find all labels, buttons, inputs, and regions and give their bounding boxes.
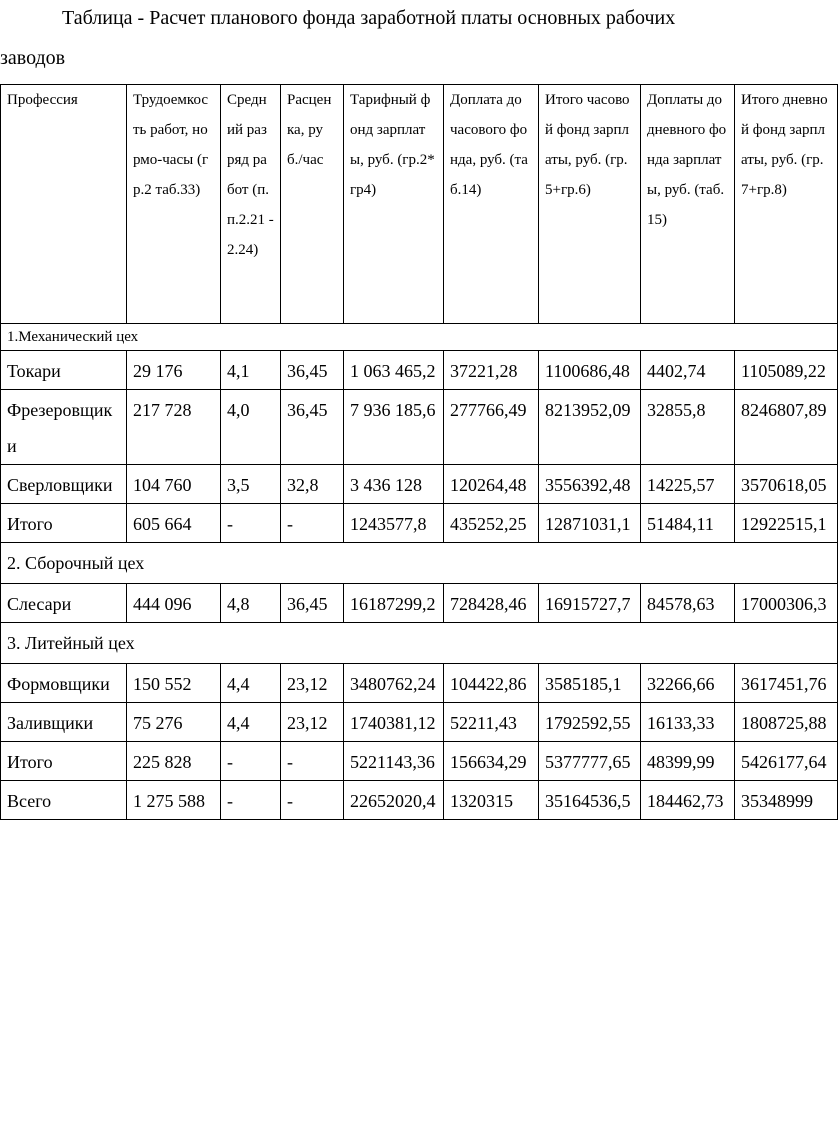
section-label: 1.Механический цех (1, 324, 838, 351)
table-cell: 48399,99 (641, 742, 735, 781)
table-cell: 156634,29 (444, 742, 539, 781)
table-cell: - (221, 742, 281, 781)
table-cell: 1792592,55 (539, 703, 641, 742)
table-cell: 29 176 (127, 351, 221, 390)
table-cell: 36,45 (281, 584, 344, 623)
table-cell: 3 436 128 (344, 465, 444, 504)
table-title-line1: Таблица - Расчет планового фонда заработной платы основных рабочих (62, 7, 676, 29)
header-cell: Тарифный фонд зарплаты, руб. (гр.2*гр4) (344, 85, 444, 324)
table-cell: 104 760 (127, 465, 221, 504)
table-cell: 1320315 (444, 781, 539, 820)
table-cell: 16187299,2 (344, 584, 444, 623)
table-cell: 16133,33 (641, 703, 735, 742)
header-cell: Доплаты до дневного фонда зарплаты, руб. (таб.15) (641, 85, 735, 324)
header-cell: Профессия (1, 85, 127, 324)
header-row (1, 85, 838, 324)
table-cell: 8213952,09 (539, 390, 641, 465)
table-cell: 1243577,8 (344, 504, 444, 543)
table-cell: - (281, 781, 344, 820)
table-cell: Сверловщики (1, 465, 127, 504)
table-cell: Токари (1, 351, 127, 390)
table-cell: 217 728 (127, 390, 221, 465)
table-cell: Итого (1, 742, 127, 781)
table-cell: 1808725,88 (735, 703, 838, 742)
table-row (1, 664, 838, 703)
section-row (1, 543, 838, 584)
table-cell: 3480762,24 (344, 664, 444, 703)
table-row (1, 584, 838, 623)
table-cell: 605 664 (127, 504, 221, 543)
table-cell: 17000306,3 (735, 584, 838, 623)
section-label: 3. Литейный цех (1, 623, 838, 664)
table-cell: 728428,46 (444, 584, 539, 623)
table-cell: 4,0 (221, 390, 281, 465)
table-cell: 1 275 588 (127, 781, 221, 820)
table-cell: - (281, 742, 344, 781)
table-cell: 7 936 185,6 (344, 390, 444, 465)
table-cell: 84578,63 (641, 584, 735, 623)
table-title-line2: заводов (0, 47, 66, 69)
table-cell: Слесари (1, 584, 127, 623)
table-cell: 5221143,36 (344, 742, 444, 781)
table-cell: 4,8 (221, 584, 281, 623)
table-cell: 435252,25 (444, 504, 539, 543)
table-cell: 32855,8 (641, 390, 735, 465)
header-cell: Итого часовой фонд зарплаты, руб. (гр.5+гр.6) (539, 85, 641, 324)
header-cell: Расценка, руб./час (281, 85, 344, 324)
table-cell: 3570618,05 (735, 465, 838, 504)
table-cell: 32,8 (281, 465, 344, 504)
table-cell: 3585185,1 (539, 664, 641, 703)
table-cell: 104422,86 (444, 664, 539, 703)
table-cell: 150 552 (127, 664, 221, 703)
table-cell: 51484,11 (641, 504, 735, 543)
table-cell: 35348999 (735, 781, 838, 820)
table-cell: - (221, 781, 281, 820)
table-cell: 23,12 (281, 664, 344, 703)
table-row (1, 465, 838, 504)
table-cell: 23,12 (281, 703, 344, 742)
table-cell: 14225,57 (641, 465, 735, 504)
payroll-table (0, 84, 838, 820)
table-cell: - (221, 504, 281, 543)
table-cell: Всего (1, 781, 127, 820)
table-cell: 3617451,76 (735, 664, 838, 703)
table-row (1, 351, 838, 390)
table-cell: 36,45 (281, 351, 344, 390)
table-cell: 36,45 (281, 390, 344, 465)
total-row (1, 781, 838, 820)
table-cell: 8246807,89 (735, 390, 838, 465)
subtotal-row (1, 742, 838, 781)
table-cell: 12871031,1 (539, 504, 641, 543)
table-row (1, 390, 838, 465)
table-cell: 4,4 (221, 664, 281, 703)
header-cell: Средний разряд работ (п.п.2.21 - 2.24) (221, 85, 281, 324)
table-cell: 1100686,48 (539, 351, 641, 390)
header-cell: Доплата до часового фонда, руб. (таб.14) (444, 85, 539, 324)
section-label: 2. Сборочный цех (1, 543, 838, 584)
table-cell: 75 276 (127, 703, 221, 742)
table-cell: Формовщики (1, 664, 127, 703)
table-cell: 1740381,12 (344, 703, 444, 742)
table-cell: 4402,74 (641, 351, 735, 390)
table-cell: 3,5 (221, 465, 281, 504)
table-cell: 444 096 (127, 584, 221, 623)
header-cell: Трудоемкость работ, нормо-часы (гр.2 таб.33) (127, 85, 221, 324)
table-cell: 37221,28 (444, 351, 539, 390)
table-cell: 4,1 (221, 351, 281, 390)
table-cell: 277766,49 (444, 390, 539, 465)
table-cell: - (281, 504, 344, 543)
table-cell: 120264,48 (444, 465, 539, 504)
subtotal-row (1, 504, 838, 543)
table-cell: 4,4 (221, 703, 281, 742)
table-row (1, 703, 838, 742)
table-cell: 52211,43 (444, 703, 539, 742)
table-cell: 225 828 (127, 742, 221, 781)
table-cell: Итого (1, 504, 127, 543)
table-cell: 16915727,7 (539, 584, 641, 623)
table-cell: 32266,66 (641, 664, 735, 703)
table-cell: Заливщики (1, 703, 127, 742)
table-cell: 5426177,64 (735, 742, 838, 781)
table-cell: 184462,73 (641, 781, 735, 820)
table-cell: 12922515,1 (735, 504, 838, 543)
table-cell: Фрезеровщики (1, 390, 127, 465)
table-cell: 22652020,4 (344, 781, 444, 820)
section-row (1, 324, 838, 351)
header-cell: Итого дневной фонд зарплаты, руб. (гр.7+гр.8) (735, 85, 838, 324)
table-cell: 1105089,22 (735, 351, 838, 390)
table-cell: 35164536,5 (539, 781, 641, 820)
table-cell: 3556392,48 (539, 465, 641, 504)
section-row (1, 623, 838, 664)
table-cell: 5377777,65 (539, 742, 641, 781)
table-title (0, 0, 816, 76)
table-cell: 1 063 465,2 (344, 351, 444, 390)
